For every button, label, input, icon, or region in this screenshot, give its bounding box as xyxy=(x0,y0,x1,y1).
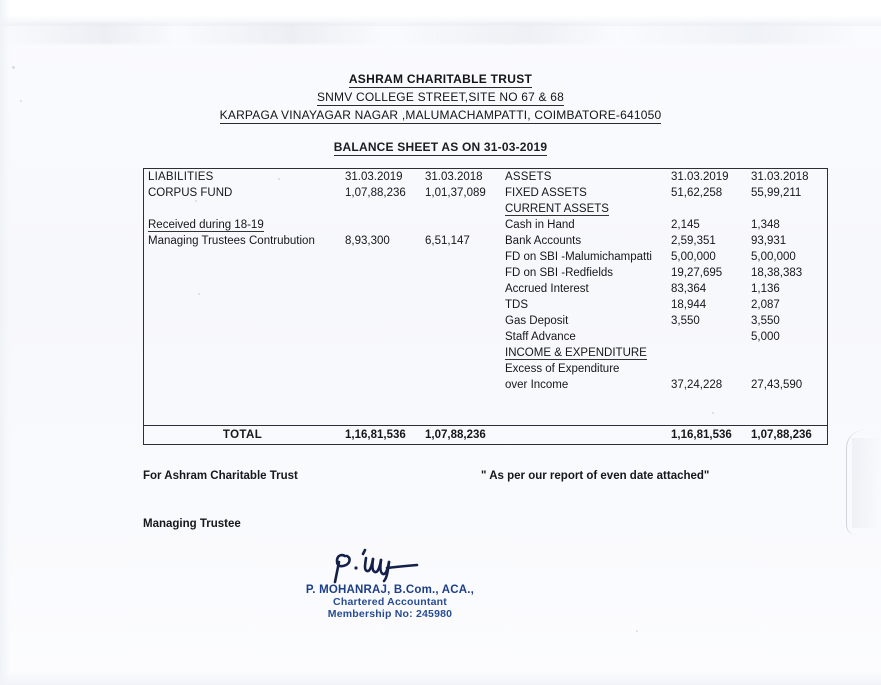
asset-label-text: INCOME & EXPENDITURE xyxy=(505,347,647,359)
table-row xyxy=(144,329,828,345)
asset-current-value: 19,27,695 xyxy=(671,267,723,279)
liability-current-value xyxy=(341,361,421,377)
asset-current-value: 83,364 xyxy=(671,283,707,295)
asset-label: Cash in Hand xyxy=(505,219,575,231)
asset-current-value xyxy=(667,329,747,345)
liability-current-value xyxy=(341,265,421,281)
liability-current-value xyxy=(341,393,421,409)
asset-previous-value: 27,43,590 xyxy=(751,379,803,391)
stamp-designation: Chartered Accountant xyxy=(333,596,447,608)
address-line-2-text: KARPAGA VINAYAGAR NAGAR ,MALUMACHAMPATTI, COIMBATORE-641050 xyxy=(219,108,662,122)
table-total-row xyxy=(144,426,828,445)
total-assets-label xyxy=(501,426,667,445)
asset-label: Staff Advance xyxy=(505,331,576,343)
asset-current-value: 37,24,228 xyxy=(671,379,723,391)
liability-label xyxy=(144,313,342,329)
handwritten-signature-icon xyxy=(325,548,455,588)
liability-previous-value xyxy=(421,297,501,313)
for-trust-label: For Ashram Charitable Trust xyxy=(143,470,298,482)
asset-label-text: CURRENT ASSETS xyxy=(505,203,609,215)
table-row xyxy=(144,313,828,329)
liability-label xyxy=(144,281,342,297)
chartered-accountant-stamp xyxy=(260,548,520,620)
scan-speck xyxy=(636,630,638,632)
table-row xyxy=(144,201,828,217)
liability-previous-value xyxy=(421,393,501,409)
auditor-note-label: " As per our report of even date attached" xyxy=(481,470,710,482)
asset-label: Gas Deposit xyxy=(505,315,569,327)
asset-current-value: 3,550 xyxy=(671,315,700,327)
header-liabilities-current-year: 31.03.2019 xyxy=(345,171,403,183)
total-label: TOTAL xyxy=(144,426,342,445)
liability-current-value: 1,07,88,236 xyxy=(345,187,406,199)
liability-previous-value: 1,01,37,089 xyxy=(425,187,486,199)
table-row xyxy=(144,249,828,265)
liability-label xyxy=(144,377,342,393)
asset-previous-value xyxy=(747,409,828,426)
asset-current-value xyxy=(667,361,747,377)
table-row xyxy=(144,361,828,377)
asset-current-value: 18,944 xyxy=(671,299,707,311)
asset-current-value: 51,62,258 xyxy=(671,187,723,199)
header-assets-previous-year: 31.03.2018 xyxy=(751,171,809,183)
balance-sheet-table xyxy=(143,168,828,445)
liability-current-value xyxy=(341,297,421,313)
table-row xyxy=(144,297,828,313)
liability-previous-value xyxy=(421,281,501,297)
asset-current-value xyxy=(667,201,747,217)
total-liabilities-previous: 1,07,88,236 xyxy=(421,426,501,445)
asset-current-value: 5,00,000 xyxy=(671,251,716,263)
table-row xyxy=(144,217,828,233)
table-row xyxy=(144,345,828,361)
liability-previous-value xyxy=(421,361,501,377)
liability-previous-value xyxy=(421,249,501,265)
table-header-row xyxy=(144,169,828,186)
statement-title-text: BALANCE SHEET AS ON 31-03-2019 xyxy=(333,140,548,154)
asset-previous-value: 1,136 xyxy=(751,283,780,295)
liability-label xyxy=(144,409,342,426)
address-line-2 xyxy=(0,108,881,122)
table-row xyxy=(144,185,828,201)
asset-previous-value xyxy=(747,361,828,377)
asset-label: over Income xyxy=(505,379,569,391)
organization-name xyxy=(0,72,881,86)
total-liabilities-current: 1,16,81,536 xyxy=(341,426,421,445)
address-line-1-text: SNMV COLLEGE STREET,SITE NO 67 & 68 xyxy=(316,90,565,104)
total-assets-previous: 1,07,88,236 xyxy=(747,426,828,445)
liability-label: CORPUS FUND xyxy=(148,187,233,199)
liability-current-value xyxy=(341,329,421,345)
liability-current-value xyxy=(341,249,421,265)
header-liabilities-previous-year: 31.03.2018 xyxy=(425,171,483,183)
liability-current-value xyxy=(341,281,421,297)
asset-label xyxy=(501,409,667,426)
asset-label: Accrued Interest xyxy=(505,283,589,295)
liability-previous-value xyxy=(421,345,501,361)
total-assets-current: 1,16,81,536 xyxy=(667,426,747,445)
liability-label xyxy=(144,265,342,281)
asset-current-value: 2,59,351 xyxy=(671,235,716,247)
liability-previous-value xyxy=(421,217,501,233)
liability-label xyxy=(144,201,342,217)
asset-previous-value: 5,000 xyxy=(751,331,780,343)
asset-label xyxy=(501,393,667,409)
liability-label xyxy=(144,297,342,313)
asset-previous-value xyxy=(747,393,828,409)
asset-label: FD on SBI -Redfields xyxy=(505,267,614,279)
liability-label xyxy=(144,217,342,233)
liability-previous-value xyxy=(421,265,501,281)
page-edge-curl-shadow xyxy=(852,438,880,528)
document-letterhead xyxy=(0,72,881,126)
asset-previous-value xyxy=(747,345,828,361)
asset-previous-value: 3,550 xyxy=(751,315,780,327)
liability-label xyxy=(144,249,342,265)
table-row xyxy=(144,233,828,249)
liability-label: Managing Trustees Contrubution xyxy=(148,235,315,247)
asset-previous-value xyxy=(747,201,828,217)
asset-label: FD on SBI -Malumichampatti xyxy=(505,251,652,263)
asset-previous-value: 1,348 xyxy=(751,219,780,231)
liability-previous-value xyxy=(421,329,501,345)
asset-current-value xyxy=(667,393,747,409)
table-row xyxy=(144,393,828,409)
header-assets: ASSETS xyxy=(505,171,552,183)
scan-speck xyxy=(12,66,15,69)
managing-trustee-label: Managing Trustee xyxy=(143,518,241,530)
liability-previous-value xyxy=(421,313,501,329)
liability-label xyxy=(144,361,342,377)
liability-current-value xyxy=(341,409,421,426)
asset-label: Excess of Expenditure xyxy=(505,363,620,375)
asset-label xyxy=(501,201,667,217)
liability-label xyxy=(144,329,342,345)
asset-previous-value: 5,00,000 xyxy=(751,251,796,263)
asset-label xyxy=(501,345,667,361)
table-body xyxy=(144,185,828,426)
scan-streak-artifact xyxy=(0,22,881,44)
asset-current-value xyxy=(667,345,747,361)
liability-current-value xyxy=(341,377,421,393)
table-row xyxy=(144,281,828,297)
table-row xyxy=(144,409,828,426)
address-line-1 xyxy=(0,90,881,104)
liability-previous-value: 6,51,147 xyxy=(425,235,470,247)
statement-title xyxy=(0,138,881,156)
table-row xyxy=(144,377,828,393)
asset-label: Bank Accounts xyxy=(505,235,582,247)
asset-previous-value: 2,087 xyxy=(751,299,780,311)
liability-current-value xyxy=(341,313,421,329)
asset-previous-value: 55,99,211 xyxy=(751,187,802,199)
liability-previous-value xyxy=(421,409,501,426)
asset-label: FIXED ASSETS xyxy=(505,187,587,199)
asset-label: TDS xyxy=(505,299,528,311)
asset-current-value xyxy=(667,409,747,426)
organization-name-text: ASHRAM CHARITABLE TRUST xyxy=(348,72,533,86)
asset-previous-value: 93,931 xyxy=(751,235,787,247)
stamp-membership-number: Membership No: 245980 xyxy=(327,608,453,620)
table-row xyxy=(144,265,828,281)
liability-current-value xyxy=(341,345,421,361)
header-assets-current-year: 31.03.2019 xyxy=(671,171,729,183)
liability-previous-value xyxy=(421,377,501,393)
asset-previous-value: 18,38,383 xyxy=(751,267,803,279)
asset-current-value: 2,145 xyxy=(671,219,700,231)
header-liabilities: LIABILITIES xyxy=(148,171,214,183)
liability-current-value xyxy=(341,217,421,233)
liability-current-value: 8,93,300 xyxy=(345,235,390,247)
liability-current-value xyxy=(341,201,421,217)
scan-bottom-edge-shading xyxy=(0,671,881,685)
stamp-name-line: P. MOHANRAJ, B.Com., ACA., xyxy=(305,584,475,596)
liability-label xyxy=(144,393,342,409)
liability-label xyxy=(144,345,342,361)
liability-label-text: Received during 18-19 xyxy=(148,219,264,231)
liability-previous-value xyxy=(421,201,501,217)
